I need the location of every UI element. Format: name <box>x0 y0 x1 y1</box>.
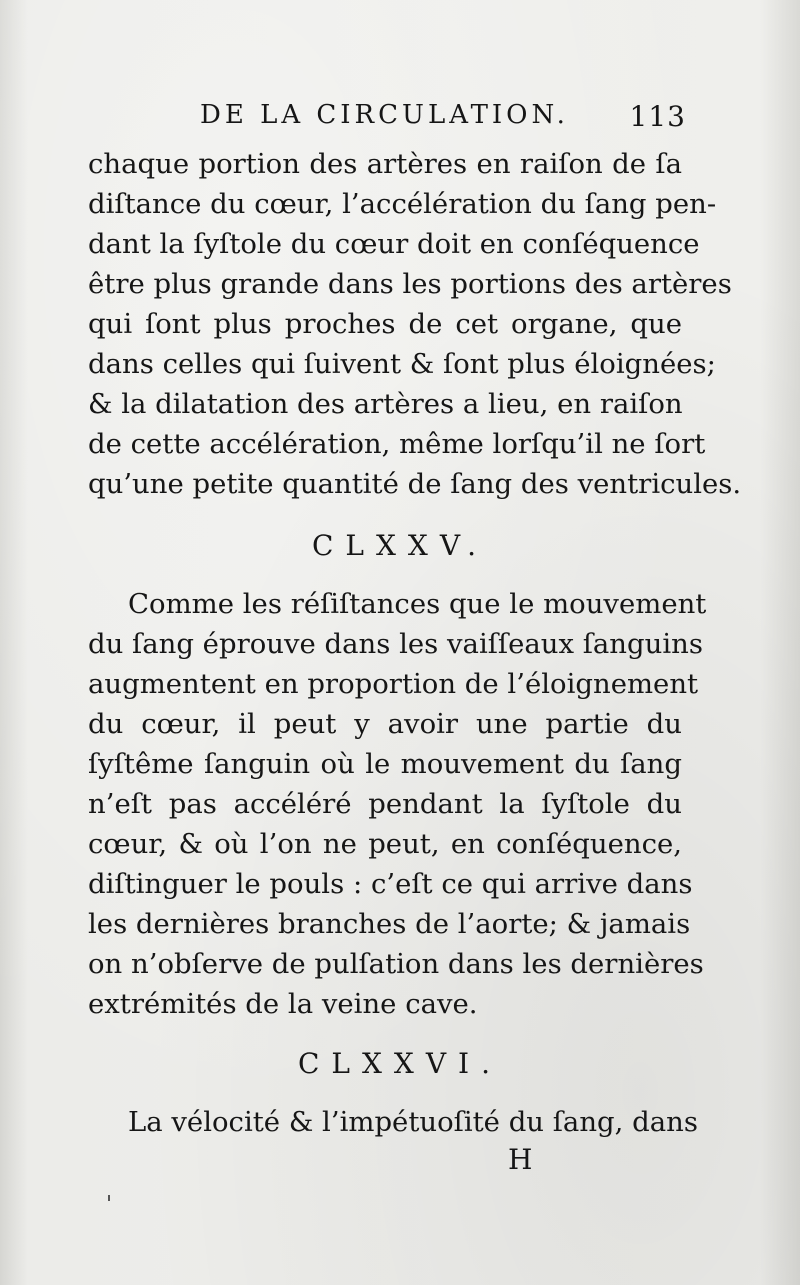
text-line: être plus grande dans les portions des artères <box>88 268 732 300</box>
section-heading: CLXXV. <box>311 529 489 562</box>
text-line: La vélocité & l’impétuoſité du ſang, dans <box>128 1106 698 1138</box>
running-title: DE LA CIRCULATION. <box>200 100 569 130</box>
text-line: cœur, & où l’on ne peut, en conſéquence, <box>88 828 682 860</box>
text-line: qui ſont plus proches de cet organe, que <box>88 308 682 340</box>
text-line: diſtinguer le pouls : c’eſt ce qui arrive dans <box>88 868 693 900</box>
text-line: dans celles qui ſuivent & ſont plus éloignées; <box>88 348 716 380</box>
page-number: 113 <box>629 100 686 133</box>
text-line: diſtance du cœur, l’accélération du ſang pen- <box>88 188 717 220</box>
section-heading: CLXXVI. <box>297 1047 503 1080</box>
text-line: augmentent en proportion de l’éloignement <box>88 668 699 700</box>
text-line: extrémités de la veine cave. <box>88 988 478 1020</box>
text-line: chaque portion des artères en raiſon de ſa <box>88 148 682 180</box>
text-line: Comme les réſiſtances que le mouvement <box>128 588 707 620</box>
paper-speck <box>108 1195 110 1201</box>
text-line: n’eſt pas accéléré pendant la ſyſtole du <box>88 788 682 820</box>
text-line: & la dilatation des artères a lieu, en raiſon <box>88 388 683 420</box>
text-line: qu’une petite quantité de ſang des ventricules. <box>88 468 742 500</box>
text-line: du ſang éprouve dans les vaiſſeaux ſanguins <box>88 628 703 660</box>
running-header <box>200 98 690 142</box>
text-line: on n’obſerve de pulſation dans les dernières <box>88 948 704 980</box>
text-line: du cœur, il peut y avoir une partie du <box>88 708 682 740</box>
text-line: les dernières branches de l’aorte; & jamais <box>88 908 691 940</box>
text-line: de cette accélération, même lorſqu’il ne ſort <box>88 428 706 460</box>
text-line: ſyſtême ſanguin où le mouvement du ſang <box>88 748 682 780</box>
signature-mark: H <box>508 1143 533 1176</box>
text-line: dant la ſyſtole du cœur doit en conſéquence <box>88 228 700 260</box>
